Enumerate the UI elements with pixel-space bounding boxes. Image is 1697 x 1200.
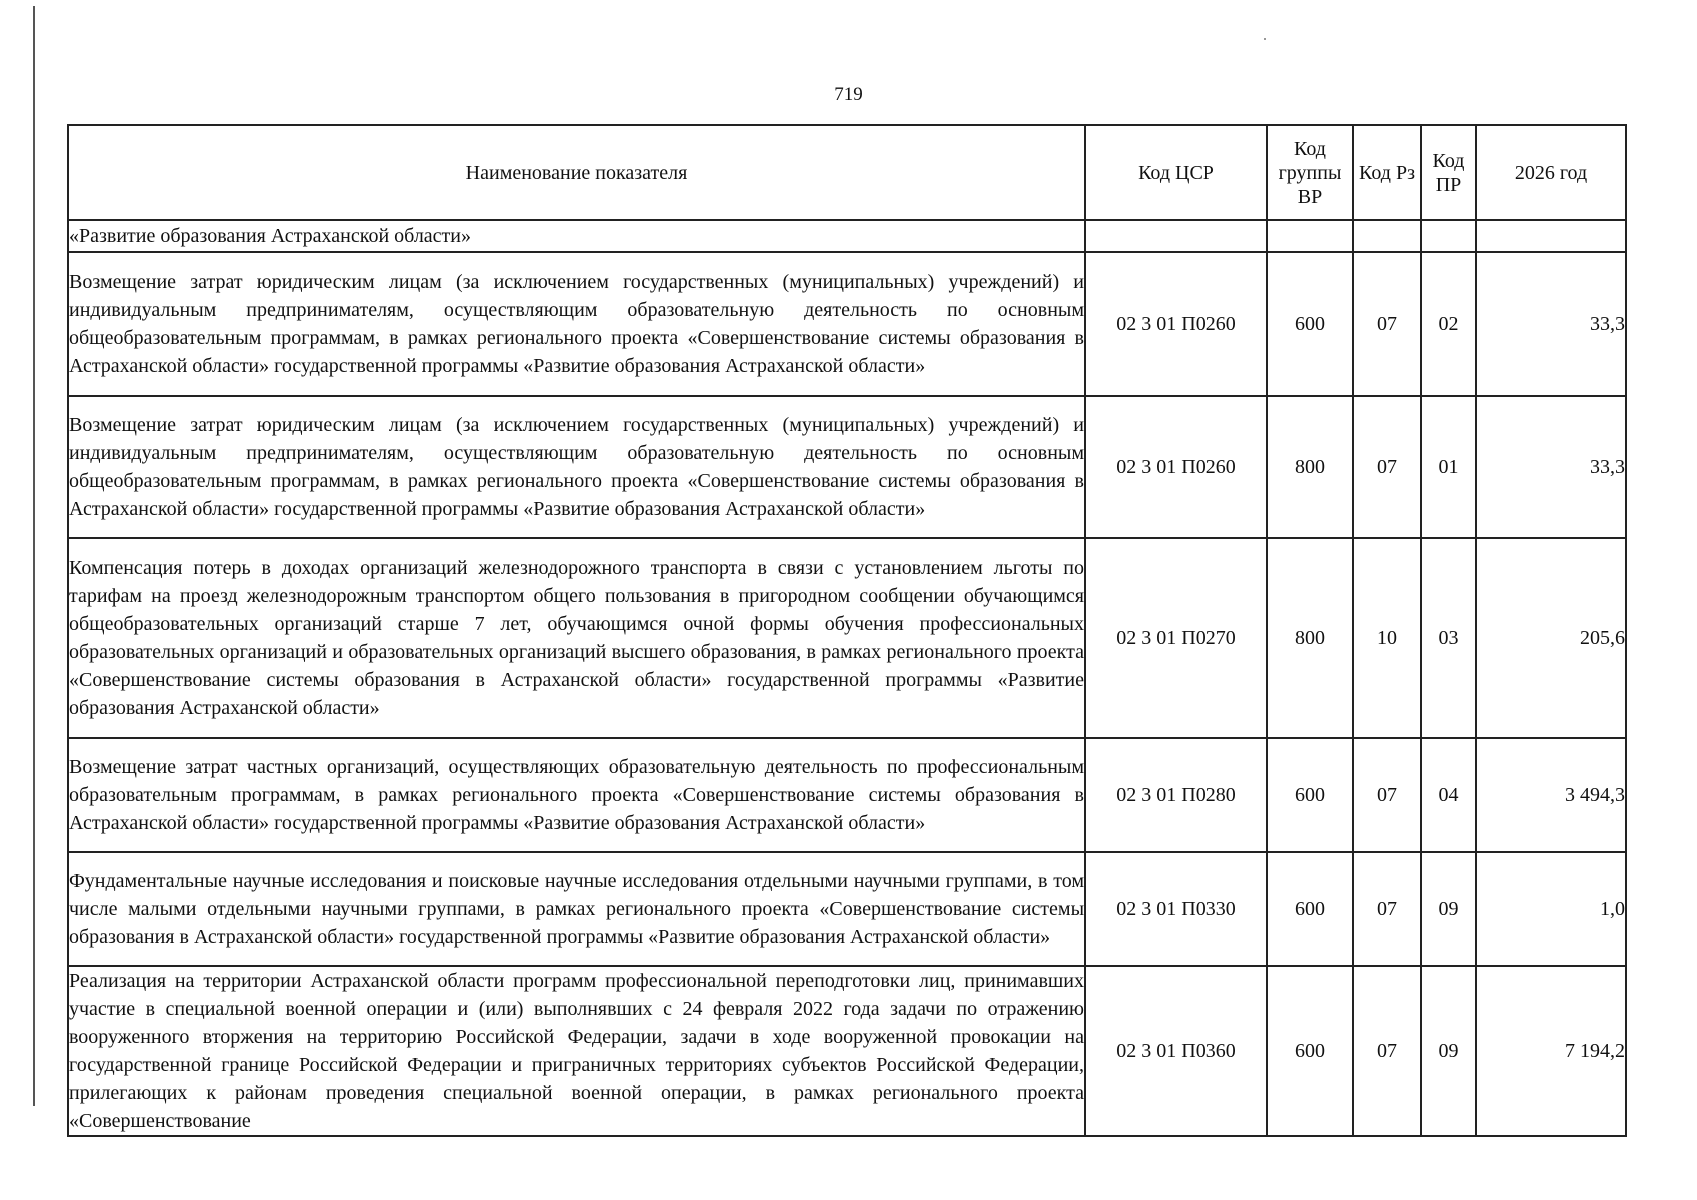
table-header-row <box>68 125 1626 220</box>
row-rz-code: 07 <box>1353 396 1421 538</box>
header-vr-code: Код группы ВР <box>1267 125 1353 220</box>
row-pr-code: 04 <box>1421 738 1476 852</box>
empty-cell <box>1353 220 1421 252</box>
table-row <box>68 852 1626 966</box>
row-pr-code: 09 <box>1421 966 1476 1136</box>
row-csr-code: 02 3 01 П0260 <box>1085 396 1267 538</box>
row-name: Компенсация потерь в доходах организаций железнодорожного транспорта в связи с установлением льготы по тарифам на проезд железнодорожным транспортом общего пользования в пригородном сообщении обучающимся общеобразовательных организаций старше 7 лет, обучающимся очной формы обучения профессиональных образовательных организаций и образовательных организаций высшего образования, в рамках регионального проекта «Совершенствование системы образования в Астраханской области» государственной программы «Развитие образования Астраханской области» <box>68 538 1085 738</box>
empty-cell <box>1476 220 1626 252</box>
continuation-row <box>68 220 1626 252</box>
row-csr-code: 02 3 01 П0270 <box>1085 538 1267 738</box>
header-pr-code: Код ПР <box>1421 125 1476 220</box>
row-name: Реализация на территории Астраханской области программ профессиональной переподготовки лиц, принимавших участие в специальной военной операции и (или) выполнявших с 24 февраля 2022 года задачи по отражению вооруженного вторжения на территорию Российской Федерации, задачи в ходе вооруженной провокации на государственной границе Российской Федерации и приграничных территориях субъектов Российской Федерации, прилегающих к районам проведения специальной военной операции, в рамках регионального проекта «Совершенствование <box>68 966 1085 1136</box>
row-csr-code: 02 3 01 П0360 <box>1085 966 1267 1136</box>
row-vr-code: 600 <box>1267 738 1353 852</box>
header-csr-code: Код ЦСР <box>1085 125 1267 220</box>
row-amount: 33,3 <box>1476 252 1626 396</box>
row-vr-code: 600 <box>1267 252 1353 396</box>
row-vr-code: 600 <box>1267 852 1353 966</box>
scan-edge-line <box>33 6 35 1106</box>
row-rz-code: 07 <box>1353 852 1421 966</box>
row-amount: 3 494,3 <box>1476 738 1626 852</box>
row-pr-code: 03 <box>1421 538 1476 738</box>
row-csr-code: 02 3 01 П0260 <box>1085 252 1267 396</box>
row-vr-code: 600 <box>1267 966 1353 1136</box>
table-row <box>68 966 1626 1136</box>
page-number: 719 <box>834 84 863 105</box>
row-amount: 1,0 <box>1476 852 1626 966</box>
row-pr-code: 09 <box>1421 852 1476 966</box>
empty-cell <box>1267 220 1353 252</box>
budget-table <box>67 124 1627 1137</box>
table-row <box>68 738 1626 852</box>
empty-cell <box>1085 220 1267 252</box>
row-pr-code: 01 <box>1421 396 1476 538</box>
row-rz-code: 07 <box>1353 738 1421 852</box>
row-name: Возмещение затрат частных организаций, осуществляющих образовательную деятельность по профессиональным образовательным программам, в рамках регионального проекта «Совершенствование системы образования в Астраханской области» государственной программы «Развитие образования Астраханской области» <box>68 738 1085 852</box>
row-name: Возмещение затрат юридическим лицам (за исключением государственных (муниципальных) учреждений) и индивидуальным предпринимателям, осуществляющим образовательную деятельность по основным общеобразовательным программам, в рамках регионального проекта «Совершенствование системы образования в Астраханской области» государственной программы «Развитие образования Астраханской области» <box>68 396 1085 538</box>
empty-cell <box>1421 220 1476 252</box>
row-csr-code: 02 3 01 П0280 <box>1085 738 1267 852</box>
row-rz-code: 07 <box>1353 966 1421 1136</box>
row-amount: 33,3 <box>1476 396 1626 538</box>
row-csr-code: 02 3 01 П0330 <box>1085 852 1267 966</box>
row-vr-code: 800 <box>1267 396 1353 538</box>
table-row <box>68 396 1626 538</box>
scan-speck <box>1264 38 1266 40</box>
continuation-text: «Развитие образования Астраханской области» <box>68 220 1085 252</box>
row-amount: 7 194,2 <box>1476 966 1626 1136</box>
row-vr-code: 800 <box>1267 538 1353 738</box>
table-row <box>68 538 1626 738</box>
header-rz-code: Код Рз <box>1353 125 1421 220</box>
row-name: Фундаментальные научные исследования и поисковые научные исследования отдельными научными группами, в том числе малыми отдельными научными группами, в рамках регионального проекта «Совершенствование системы образования в Астраханской области» государственной программы «Развитие образования Астраханской области» <box>68 852 1085 966</box>
row-rz-code: 07 <box>1353 252 1421 396</box>
row-amount: 205,6 <box>1476 538 1626 738</box>
row-rz-code: 10 <box>1353 538 1421 738</box>
table-row <box>68 252 1626 396</box>
row-name: Возмещение затрат юридическим лицам (за исключением государственных (муниципальных) учреждений) и индивидуальным предпринимателям, осуществляющим образовательную деятельность по основным общеобразовательным программам, в рамках регионального проекта «Совершенствование системы образования в Астраханской области» государственной программы «Развитие образования Астраханской области» <box>68 252 1085 396</box>
header-name: Наименование показателя <box>68 125 1085 220</box>
row-pr-code: 02 <box>1421 252 1476 396</box>
header-year: 2026 год <box>1476 125 1626 220</box>
